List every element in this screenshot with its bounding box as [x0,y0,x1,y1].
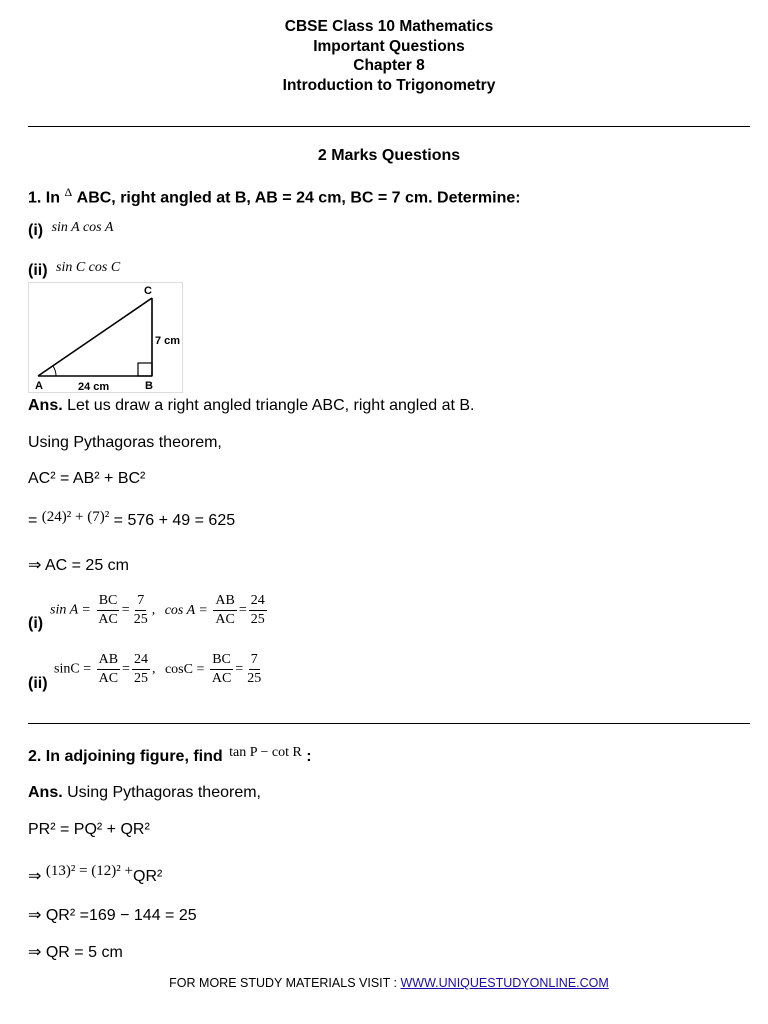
sin-a-num2: 7 [135,592,146,611]
vertex-a-label: A [35,380,43,392]
equals-sign: = [28,512,38,529]
part-ii-label: (ii) [28,262,48,279]
answer-label: Ans. [28,397,63,414]
sin-a-lhs: sin A = [50,602,91,618]
substitution-2-math: (13)² = (12)² + [45,863,134,879]
footer-text: FOR MORE STUDY MATERIALS VISIT : [169,976,401,990]
question-2-math: tan P − cot R [229,745,302,760]
equation-substitution [28,509,236,530]
implies-arrow-3: ⇒ [28,907,42,924]
cos-c-num2: 7 [249,651,260,670]
triangle-symbol: Δ [64,185,73,199]
cos-a-den1: AC [215,612,235,627]
equation-qr-squared [28,905,197,925]
divider-top [28,126,750,127]
cos-c-num1: BC [210,651,233,670]
sin-a-den1: AC [98,612,118,627]
question-1 [28,185,521,207]
question-1-part-ii [28,262,120,280]
side-length-label: 7 cm [155,335,181,347]
question-2-text: 2. In adjoining figure, find [28,748,223,765]
cos-c-den2: 25 [247,671,262,686]
equation-qr-value [28,942,123,962]
sin-c-num2: 24 [132,651,150,670]
base-length-label: 24 cm [78,381,110,393]
sin-c-den2: 25 [133,671,148,686]
qr-squared-value: QR² =169 − 144 = 25 [45,907,197,924]
ac-value: AC = 25 cm [44,557,129,574]
section-title: 2 Marks Questions [317,147,461,164]
qr-value: QR = 5 cm [45,944,123,961]
answer-1-intro [28,397,474,415]
answer-1-text: Let us draw a right angled triangle ABC, right angled at B. [62,397,475,414]
sin-a-den2: 25 [133,612,148,627]
vertex-b-label: B [145,380,153,392]
cos-c-den1: AC [211,671,232,686]
question-1-part-i [28,222,113,240]
part-ii-math: sin C cos C [56,260,121,275]
answer-2-label: Ans. [28,784,63,801]
substitution-math: (24)² + (7)² [41,509,110,525]
question-2 [28,745,312,766]
equation-ac-squared: AC² = AB² + BC² [28,470,146,487]
doc-subtitle: Important Questions [313,38,465,55]
qr-squared-term: QR² [133,868,163,885]
cos-a-lhs: cos A = [164,602,208,618]
pythagoras-line: Using Pythagoras theorem, [28,434,222,451]
doc-title: CBSE Class 10 Mathematics [284,18,494,35]
cos-a-num1: AB [213,592,236,611]
solution-ii [28,651,328,695]
chapter-title: Introduction to Trigonometry [282,77,496,94]
substitution-result: = 576 + 49 = 625 [109,512,236,529]
divider-middle [28,723,750,724]
part-i-label: (i) [28,222,44,239]
footer-link[interactable]: WWW.UNIQUESTUDYONLINE.COM [400,976,609,990]
footer [0,976,768,990]
equation-ac-value [28,555,129,575]
part-i-math: sin A cos A [51,220,114,235]
triangle-figure [28,282,184,394]
solution-i [28,592,328,636]
sin-a-num1: BC [97,592,120,611]
question-1-number: 1. In [28,189,61,207]
sin-c-lhs: sinC = [54,661,92,677]
implies-arrow-2: ⇒ [28,868,42,885]
implies-arrow-4: ⇒ [28,944,42,961]
sin-c-num1: AB [97,651,120,670]
answer-2-text: Using Pythagoras theorem, [62,784,261,801]
vertex-c-label: C [144,285,152,297]
question-2-colon: : [306,748,312,765]
equation-pr-squared: PR² = PQ² + QR² [28,821,150,838]
cos-c-lhs: cosC = [164,661,205,677]
cos-a-den2: 25 [250,612,265,627]
question-1-text: ABC, right angled at B, AB = 24 cm, BC = 7 cm. Determine: [76,189,521,207]
answer-2-intro [28,784,261,802]
sin-c-den1: AC [98,671,119,686]
sin-c-formula: sinC = $\frac{AB}{AC}$ = $\frac{24}{25}$ , cosC = $\frac{BC}{AC}$ = $\frac{7}{25}$ [54,652,262,686]
sin-a-formula: sin A = $\frac{BC}{AC}$ = $\frac{7}{25}$ , cos A = $\frac{AB}{AC}$ = $\frac{24}{25}$ [50,593,265,627]
solution-i-label: (i) [28,615,44,632]
solution-ii-label: (ii) [28,675,48,692]
chapter-number: Chapter 8 [353,57,425,74]
implies-arrow: ⇒ [28,557,42,574]
equation-substitution-2 [28,863,163,886]
cos-a-num2: 24 [249,592,267,611]
